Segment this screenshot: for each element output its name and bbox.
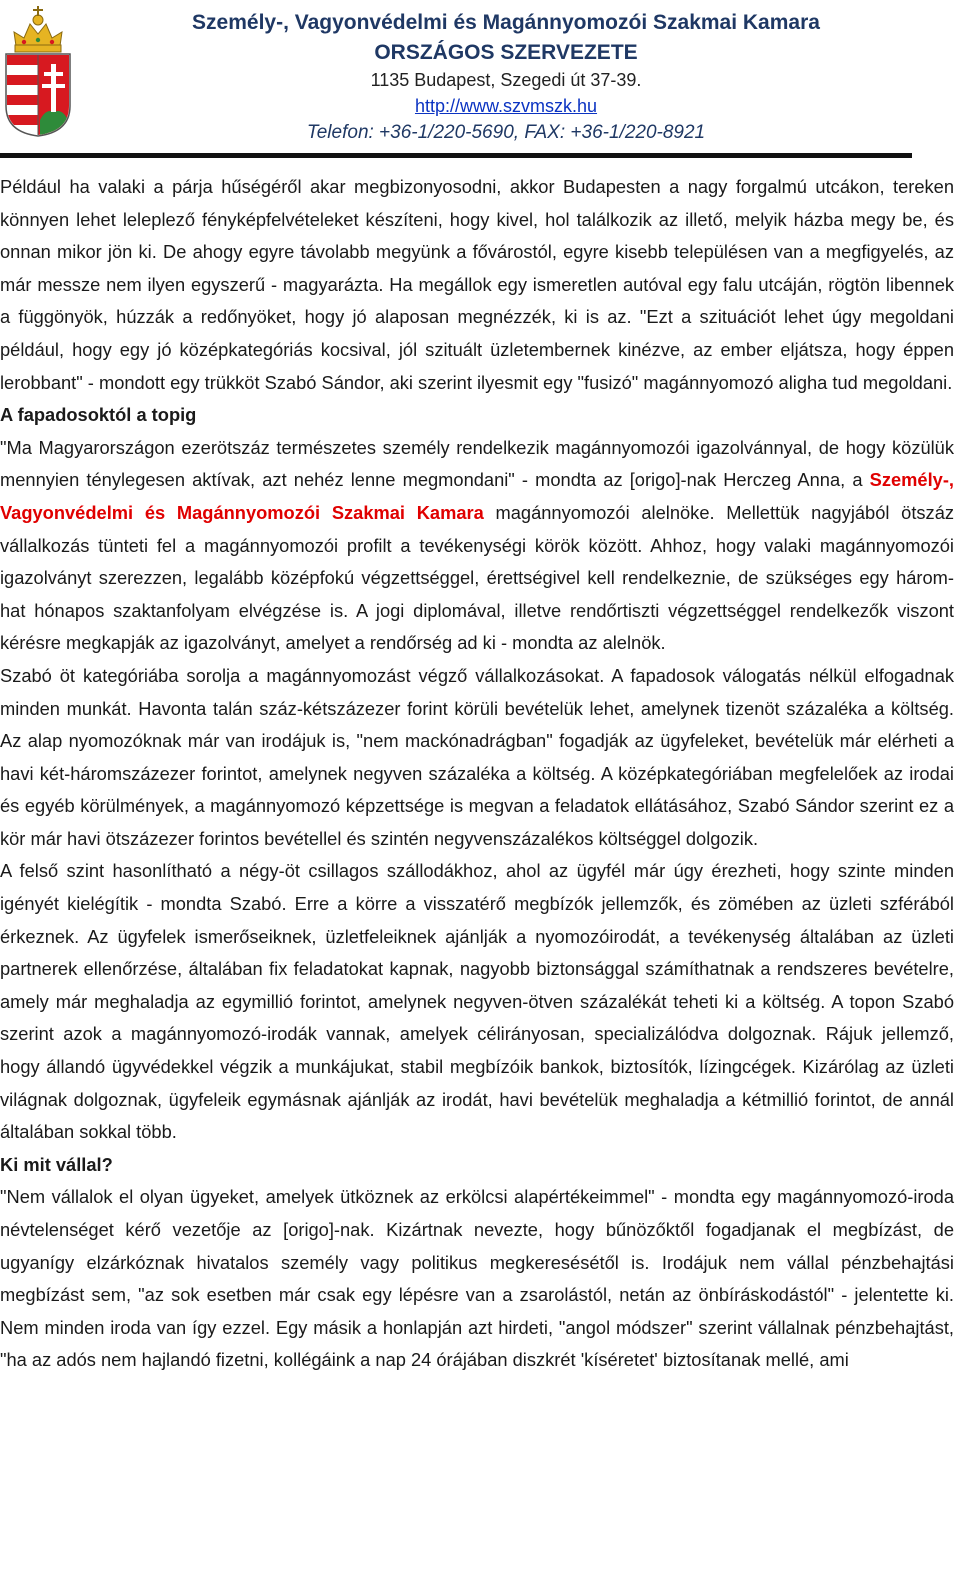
letterhead bbox=[0, 0, 960, 160]
organization-block bbox=[168, 8, 844, 147]
organization-website-link[interactable]: http://www.szvmszk.hu bbox=[414, 96, 598, 116]
organization-name: Személy-, Vagyonvédelmi és Magánnyomozói Szakmai Kamara bbox=[192, 11, 820, 34]
chamber-name-highlight: Személy-, Vagyonvédelmi és Magánnyomozói Szakmai Kamara bbox=[0, 469, 954, 523]
hungarian-coat-of-arms-icon bbox=[2, 2, 74, 138]
organization-unit: ORSZÁGOS SZERVEZETE bbox=[374, 41, 638, 64]
article-body bbox=[0, 171, 954, 1377]
header-divider bbox=[0, 153, 912, 158]
paragraph-3: Szabó öt kategóriába sorolja a magánnyomozást végző vállalkozásokat. A fapadosok válogatás nélkül elfogadnak minden munkát. Havonta talán száz-kétszázezer forint körüli bevételük lehet, amelynek tizenöt százaléka a költség. Az alap nyomozóknak már van irodájuk is, "nem mackónadrágban" fogadják az ügyfeleket, bevételük már elérheti a havi két-háromszázezer forintot, amelynek negyven százaléka a költség. A középkategóriában megfelelőek az irodai és egyéb körülmények, a magánnyomozó képzettsége is megvan a feladatok ellátásához, Szabó Sándor szerint ez a kör már havi ötszázezer forintos bevétellel és szintén negyvenszázalékos költséggel dolgozik. bbox=[0, 664, 954, 849]
paragraph-5: "Nem vállalok el olyan ügyeket, amelyek ütköznek az erkölcsi alapértékeimmel" - mondta egy magánnyomozó-iroda névtelenséget kérő vezetője az [origo]-nak. Kizártnak nevezte, hogy bűnözőktől fogadjanak el megbízást, de ugyanígy elzárkóznak hivatalos személy vagy politikus megkeresésétől is. Irodájuk nem vállal pénzbehajtási megbízást sem, "az sok esetben már csak egy lépésre van a zsarolástól, netán az önbíráskodástól" - jelentette ki. Nem minden iroda van így ezzel. Egy másik a honlapján azt hirdeti, "angol módszer" szerint vállalnak pénzbehajtást, "ha az adós nem hajlandó fizetni, kollégáink a nap 24 órájában diszkrét 'kíséretet' biztosítanak mellé, ami bbox=[0, 1186, 954, 1371]
section-heading-ki-mit-vallal: Ki mit vállal? bbox=[0, 1153, 113, 1175]
paragraph-1: Például ha valaki a párja hűségéről akar megbizonyosodni, akkor Budapesten a nagy forgalmú utcákon, tereken könnyen lehet leleplező fényképfelvételeket készíteni, hogy kivel, hol találkozik az illető, melyik házba megy be, és onnan mikor jön ki. De ahogy egyre távolabb megyünk a fővárostól, egyre kisebb településen van a megfigyelés, az már messze nem ilyen egyszerű - magyarázta. Ha megállok egy ismeretlen autóval egy falu utcáján, rögtön libennek a függönyök, húzzák a redőnyöket, hogy jó alaposan megnézzék, ki is az. "Ezt a szituációt lehet úgy megoldani például, hogy egy jó középkategóriás kocsival, jól szituált üzletembernek kinézve, az ember eljátsza, hogy éppen lerobbant" - mondott egy trükköt Szabó Sándor, aki szerint ilyesmit egy "fusizó" magánnyomozó aligha tud megoldani. bbox=[0, 176, 954, 393]
paragraph-2 bbox=[0, 432, 954, 660]
paragraph-2-text-after: magánnyomozói alelnöke. Mellettük nagyjából ötszáz vállalkozás tünteti fel a magánnyomozói profilt a tevékenységi körök között. Ahhoz, hogy valaki magánnyomozói igazolványt szerezzen, legalább középfokú végzettséggel, érettségivel kell rendelkeznie, de szükséges egy három-hat hónapos szaktanfolyam elvégzése is. A jogi diplomával, illetve rendőrtiszti végzettséggel rendelkezők viszont kérésre megkapják az igazolványt, amelyet a rendőrség ad ki - mondta az alelnök. bbox=[0, 501, 954, 654]
organization-address: 1135 Budapest, Szegedi út 37-39. bbox=[370, 70, 642, 90]
paragraph-2-text-before: "Ma Magyarországon ezerötszáz természetes személy rendelkezik magánnyomozói igazolvánnyal, de hogy közülük mennyien ténylegesen aktívak, azt nehéz lenne megmondani" - mondta az [origo]-nak Herczeg Anna, a bbox=[0, 436, 954, 491]
section-heading-fapadosok: A fapadosoktól a topig bbox=[0, 404, 197, 426]
paragraph-4: A felső szint hasonlítható a négy-öt csillagos szállodákhoz, ahol az ügyfél már úgy érezheti, hogy szinte minden igényét kielégítik - mondta Szabó. Erre a körre a visszatérő megbízók jellemzők, és zömében az üzleti szférából érkeznek. Az ügyfelek ismerőseiknek, üzletfeleiknek ajánlják a nyomozóirodát, a tevékenység általában az üzleti partnerek ellenőrzése, általában fix feladatokat kapnak, nagyobb biztonsággal számíthatnak a rendszeres bevételre, amely már meghaladja az egymillió forintot, amelynek negyven-ötven százalékát teheti ki a költség. A topon Szabó szerint azok a magánnyomozó-irodák vannak, amelyek célirányosan, specializálódva dolgoznak. Rájuk jellemző, hogy állandó ügyvédekkel végzik a munkájukat, stabil megbízóik bankok, biztosítók, lízingcégek. Kizárólag az üzleti világnak dolgoznak, ügyfeleik egymásnak ajánlják az irodát, havi bevételük meghaladja a kétmillió forintot, de annál általában sokkal több. bbox=[0, 860, 954, 1143]
organization-phone: Telefon: +36-1/220-5690, FAX: +36-1/220-8921 bbox=[306, 122, 706, 143]
